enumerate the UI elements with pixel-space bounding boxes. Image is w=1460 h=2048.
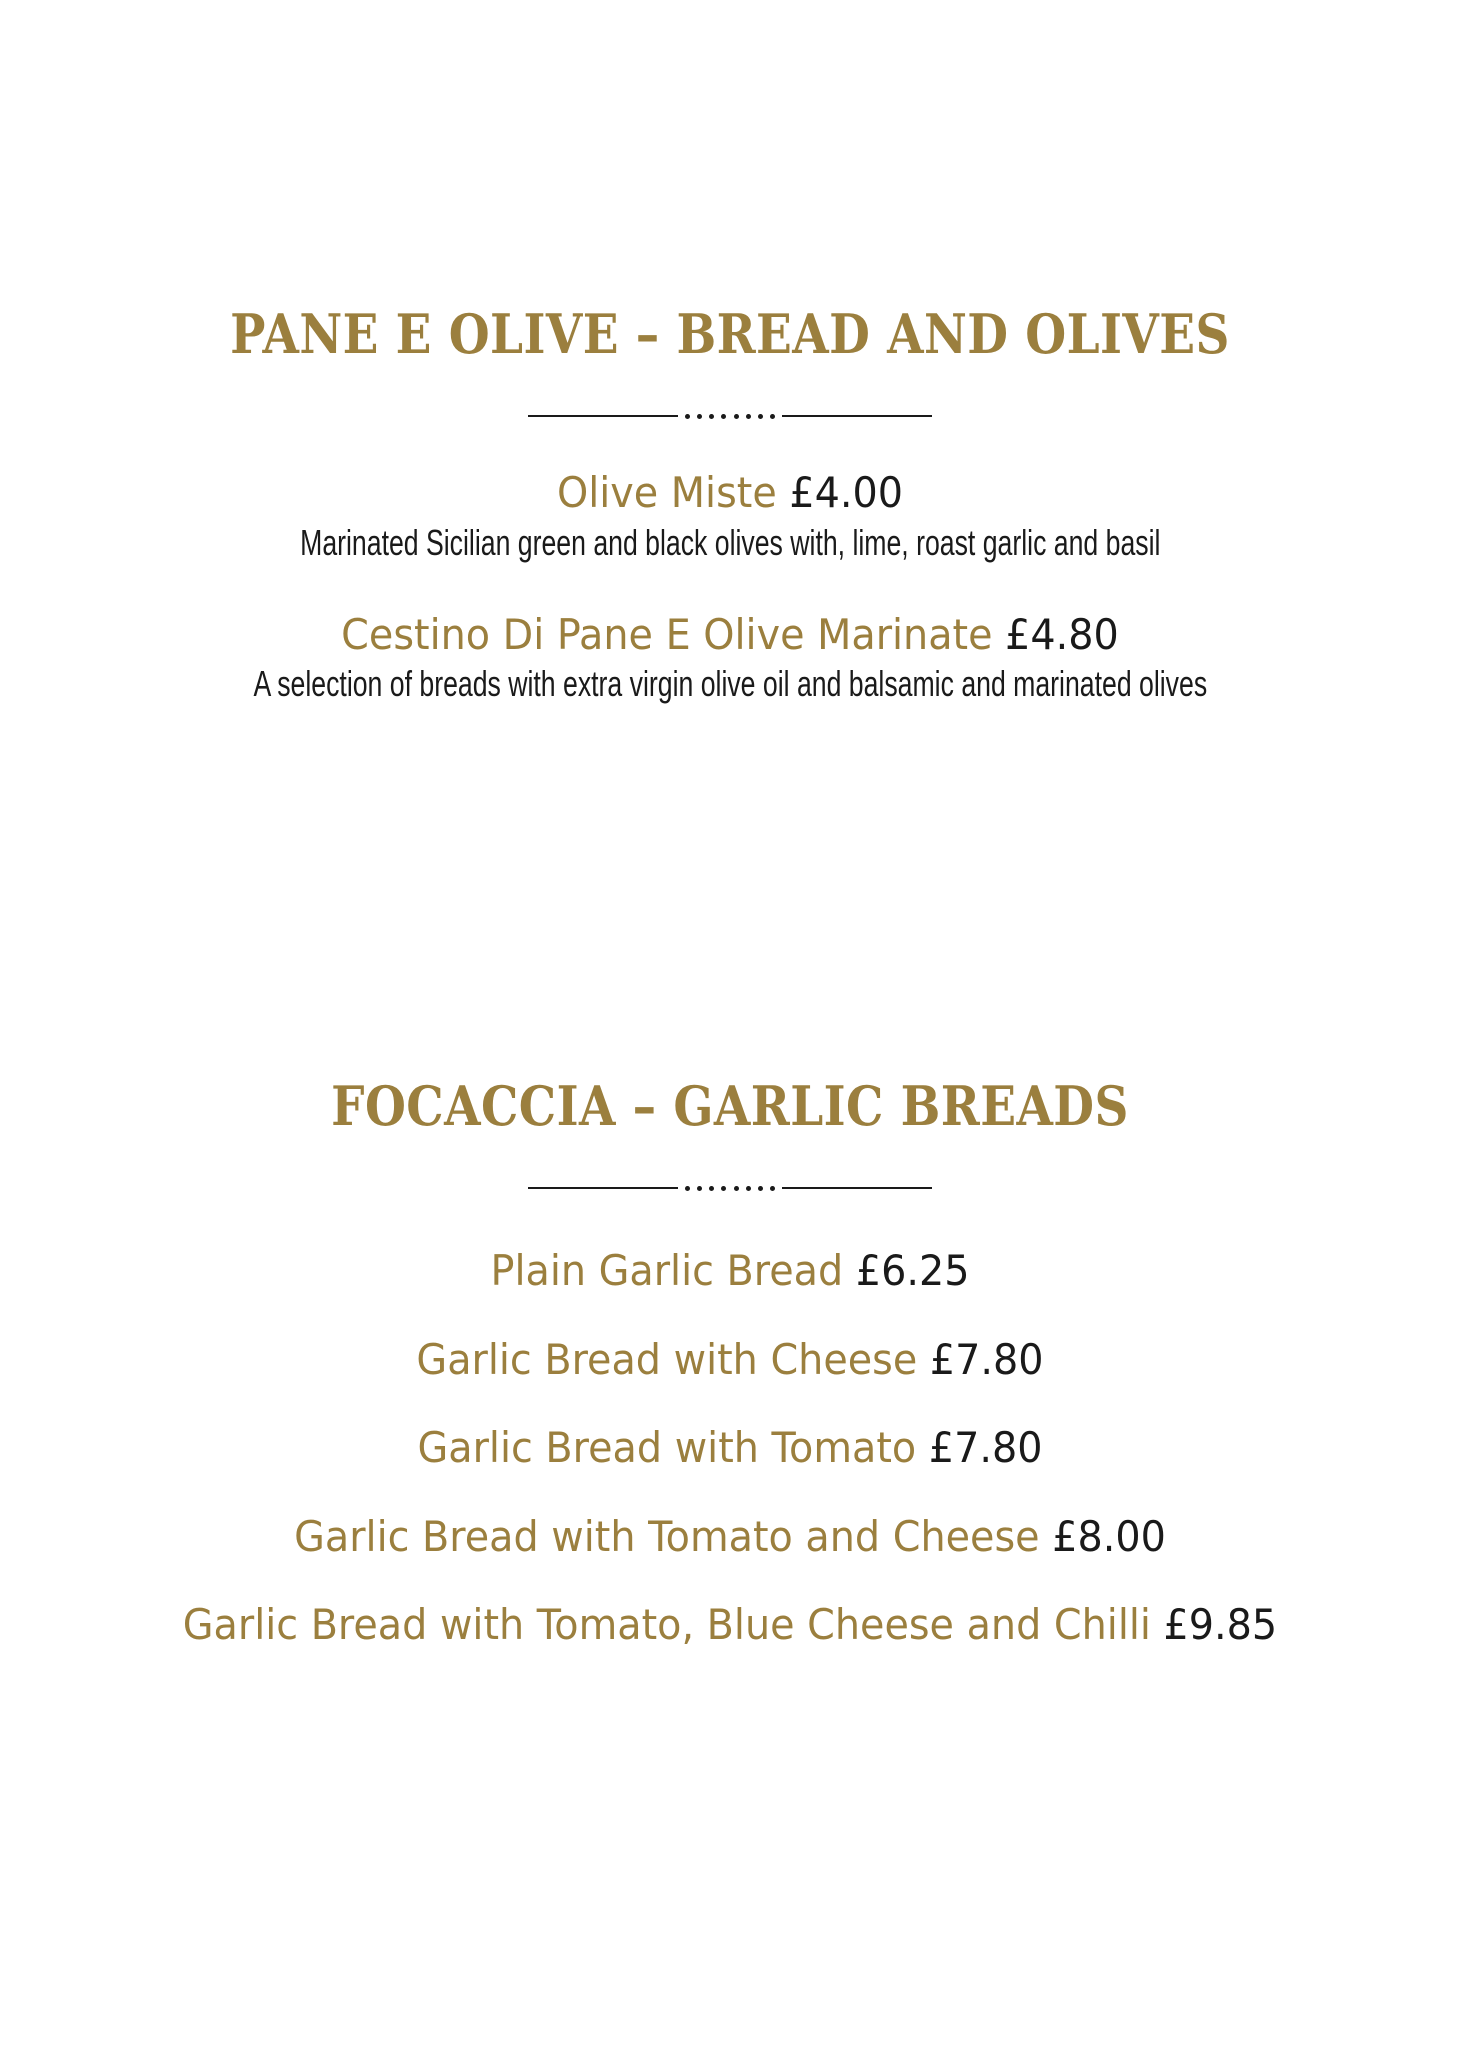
menu-item-garlic-bread-blue-cheese-chilli (0, 1600, 1460, 1650)
item-name: Garlic Bread with Tomato, Blue Cheese and Chilli (182, 1599, 1151, 1649)
section-title: PANE E OLIVE – BREAD AND OLIVES (230, 302, 1230, 366)
item-price: £4.00 (789, 468, 904, 518)
item-name: Plain Garlic Bread (490, 1246, 844, 1296)
menu-item-plain-garlic-bread (0, 1246, 1460, 1296)
menu-item-garlic-bread-cheese (0, 1335, 1460, 1385)
section-bread-and-olives (0, 302, 1460, 706)
item-name: Cestino Di Pane E Olive Marinate (341, 609, 993, 659)
item-price: £9.85 (1163, 1599, 1278, 1649)
item-price: £7.80 (929, 1334, 1044, 1384)
item-name: Garlic Bread with Tomato and Cheese (294, 1511, 1040, 1561)
item-description: A selection of breads with extra virgin olive oil and balsamic and marinated olives (253, 663, 1207, 705)
item-name: Garlic Bread with Tomato (417, 1423, 917, 1473)
item-name: Olive Miste (556, 468, 777, 518)
menu-item-garlic-bread-tomato (0, 1423, 1460, 1473)
section-title: FOCACCIA – GARLIC BREADS (331, 1074, 1129, 1138)
item-price: £8.00 (1052, 1511, 1166, 1561)
item-price: £4.80 (1005, 609, 1119, 659)
section-garlic-breads (0, 1074, 1460, 1650)
section-divider (528, 1180, 932, 1196)
item-name: Garlic Bread with Cheese (416, 1334, 918, 1384)
menu-item-garlic-bread-tomato-cheese (0, 1512, 1460, 1562)
menu-item-cestino-di-pane (0, 610, 1460, 706)
section-divider (528, 408, 932, 424)
menu-item-olive-miste (0, 468, 1460, 564)
item-price: £7.80 (928, 1423, 1043, 1473)
item-description: Marinated Sicilian green and black olives with, lime, roast garlic and basil (299, 521, 1161, 563)
item-price: £6.25 (855, 1246, 970, 1296)
